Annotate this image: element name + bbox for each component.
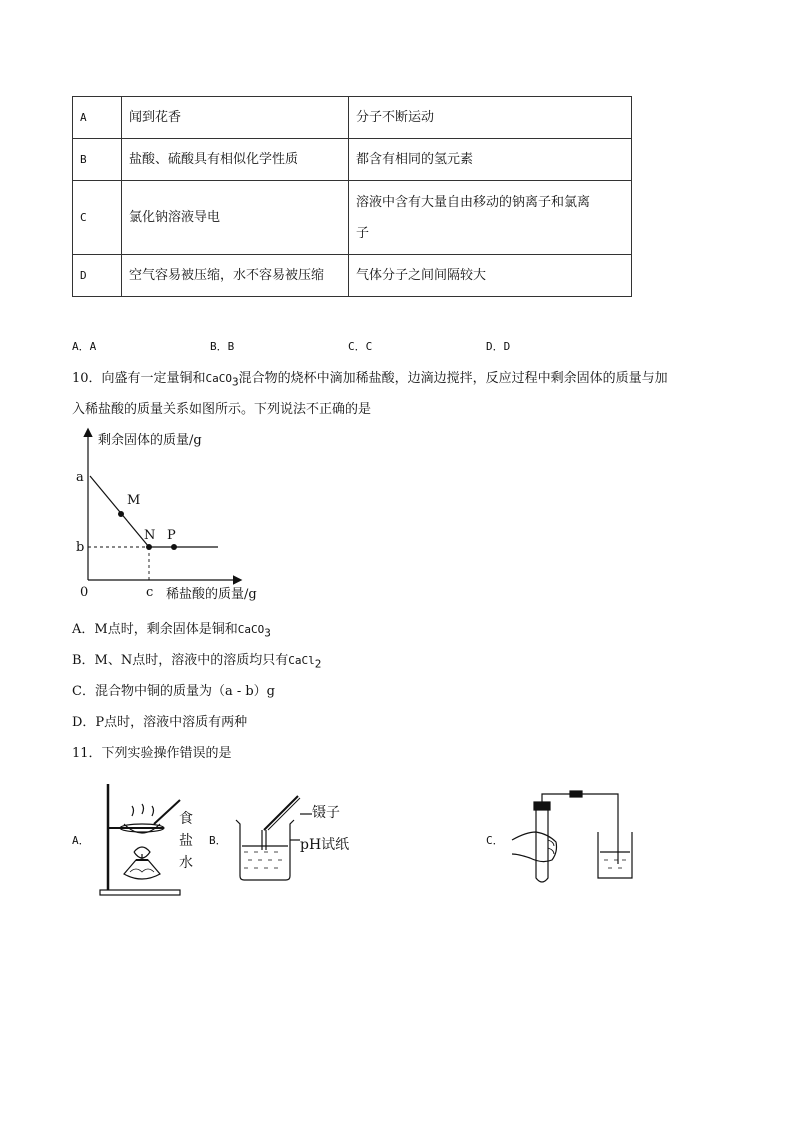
row-explanation: 分子不断运动 (349, 97, 632, 139)
q9-option-d: D．D (486, 340, 511, 353)
table-row (73, 97, 632, 139)
tweezers (264, 796, 298, 830)
q11-stem: 11．下列实验操作错误的是 (72, 746, 232, 761)
formula: CaCl (288, 654, 315, 667)
glass-rod (154, 800, 180, 824)
q10-stem-part: 混合物的烧杯中滴加稀盐酸，边滴边搅拌，反应过程中剩余固体的质量与加 (238, 371, 668, 386)
row-explanation: 都含有相同的氢元素 (349, 139, 632, 181)
table-row (73, 255, 632, 297)
option-text: A．M点时，剩余固体是铜和 (72, 622, 238, 637)
tick-label-a: a (76, 470, 84, 485)
formula: CaCO (237, 623, 265, 636)
lamp-pattern (130, 869, 154, 872)
figure-a-label-3: 水 (179, 855, 193, 871)
liquid-dashes (244, 852, 282, 868)
q10-option-b (72, 649, 321, 671)
q11-option-c-label: C． (486, 834, 504, 847)
figure-b-label-ph-paper: pH试纸 (300, 837, 350, 853)
water-dashes (604, 860, 626, 868)
row-explanation (349, 181, 632, 255)
formula-subscript: 3 (232, 375, 239, 389)
point-p (171, 544, 177, 550)
row-phenomenon: 闻到花香 (122, 97, 349, 139)
q10-stem-line2: 入稀盐酸的质量关系如图所示。下列说法不正确的是 (72, 402, 372, 417)
q11-figure-c (508, 790, 638, 890)
tweezers (268, 798, 300, 830)
point-n (146, 544, 152, 550)
delivery-tube (542, 794, 618, 864)
formula-subscript: 2 (314, 657, 322, 671)
table-row (73, 139, 632, 181)
q10-stem-part: 10．向盛有一定量铜和 (72, 371, 206, 386)
q11-option-b-label: B． (209, 834, 227, 847)
row-key: B (73, 139, 122, 181)
table-row (73, 181, 632, 255)
explanation-line: 子 (356, 225, 370, 241)
option-text: B．M、N点时，溶液中的溶质均只有 (72, 653, 289, 668)
test-tube (536, 804, 548, 882)
point-label-n: N (144, 528, 156, 543)
point-m (118, 511, 124, 517)
stand-base (100, 890, 180, 895)
point-label-p: P (167, 528, 176, 543)
q11-option-a-label: A． (72, 834, 90, 847)
q10-option-c: C．混合物中铜的质量为（a - b）g (72, 684, 275, 699)
beaker (598, 832, 632, 878)
stopper (534, 802, 550, 810)
figure-a-label-2: 盐 (179, 833, 193, 849)
figure-b-label-tweezers: 镊子 (312, 805, 340, 821)
hand (512, 832, 557, 862)
tick-label-b: b (76, 540, 85, 555)
row-key: D (73, 255, 122, 297)
q10-stem-line1 (72, 367, 668, 389)
x-axis-label: 稀盐酸的质量/g (166, 587, 257, 602)
q9-option-c: C．C (348, 340, 373, 353)
row-key: A (73, 97, 122, 139)
row-phenomenon: 氯化钠溶液导电 (122, 181, 349, 255)
row-explanation: 气体分子之间间隔较大 (349, 255, 632, 297)
q10-option-d: D．P点时，溶液中溶质有两种 (72, 715, 248, 730)
q10-graph (68, 426, 328, 606)
alcohol-lamp (124, 860, 160, 879)
row-key: C (73, 181, 122, 255)
steam (132, 804, 154, 816)
tick-label-c: c (146, 585, 154, 600)
rubber-connector (570, 791, 582, 797)
y-axis-label: 剩余固体的质量/g (98, 433, 202, 448)
q9-table (72, 96, 632, 297)
formula-subscript: 3 (264, 626, 271, 640)
q9-option-a: A．A (72, 340, 97, 353)
row-phenomenon: 盐酸、硫酸具有相似化学性质 (122, 139, 349, 181)
hand-fingers (548, 840, 554, 854)
figure-a-label-1: 食 (179, 811, 193, 827)
q9-option-b: B．B (210, 340, 235, 353)
q10-option-a (72, 618, 271, 640)
formula: CaCO (205, 372, 233, 385)
point-label-m: M (127, 493, 141, 508)
explanation-line: 溶液中含有大量自由移动的钠离子和氯离 (356, 194, 591, 210)
row-phenomenon: 空气容易被压缩，水不容易被压缩 (122, 255, 349, 297)
origin-label: 0 (80, 585, 89, 600)
